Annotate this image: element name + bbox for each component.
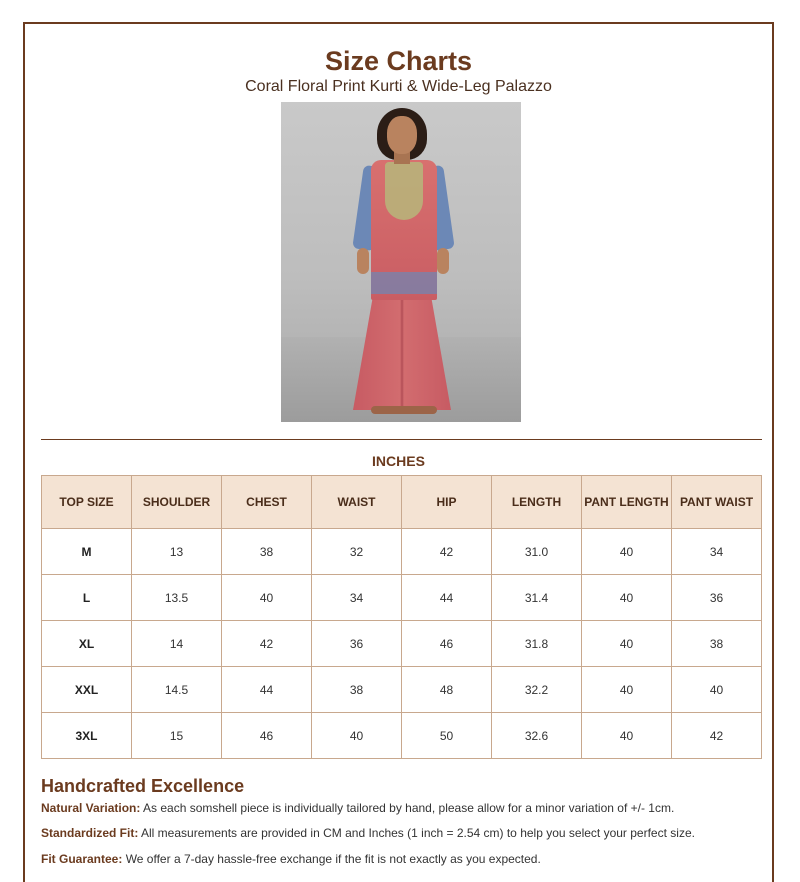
col-header: PANT LENGTH: [582, 476, 672, 529]
unit-label: INCHES: [372, 453, 425, 469]
page-title: Size Charts: [324, 46, 473, 76]
table-cell: 40: [312, 713, 402, 759]
table-cell: 32.6: [492, 713, 582, 759]
table-cell: 46: [402, 621, 492, 667]
table-cell: 40: [222, 575, 312, 621]
note-label: Fit Guarantee:: [41, 852, 123, 866]
section-heading: Handcrafted Excellence: [41, 776, 245, 796]
table-cell: 40: [672, 667, 762, 713]
size-chart-card: [23, 22, 774, 882]
table-cell: 32.2: [492, 667, 582, 713]
table-row: [42, 529, 762, 575]
table-cell: 38: [672, 621, 762, 667]
col-header: HIP: [402, 476, 492, 529]
table-cell: 38: [312, 667, 402, 713]
table-cell: 40: [582, 667, 672, 713]
table-cell: 38: [222, 529, 312, 575]
col-header: CHEST: [222, 476, 312, 529]
table-cell: 40: [582, 575, 672, 621]
table-header-row: [42, 476, 762, 529]
col-header: WAIST: [312, 476, 402, 529]
table-cell: 32: [312, 529, 402, 575]
table-cell: 34: [672, 529, 762, 575]
table-row: [42, 575, 762, 621]
col-header: LENGTH: [492, 476, 582, 529]
table-cell: 44: [402, 575, 492, 621]
table-cell: 13: [132, 529, 222, 575]
table-cell: 42: [222, 621, 312, 667]
table-cell: 31.8: [492, 621, 582, 667]
note-fit-guarantee: [41, 852, 541, 866]
size-cell: L: [42, 575, 132, 621]
table-row: [42, 667, 762, 713]
table-cell: 50: [402, 713, 492, 759]
table-cell: 46: [222, 713, 312, 759]
table-cell: 31.0: [492, 529, 582, 575]
size-cell: 3XL: [42, 713, 132, 759]
table-row: [42, 621, 762, 667]
size-cell: XL: [42, 621, 132, 667]
note-text: All measurements are provided in CM and Inches (1 inch = 2.54 cm) to help you select your perfect size.: [138, 826, 695, 840]
size-cell: M: [42, 529, 132, 575]
size-cell: XXL: [42, 667, 132, 713]
size-table: [41, 475, 762, 759]
table-cell: 42: [402, 529, 492, 575]
table-row: [42, 713, 762, 759]
col-header: TOP SIZE: [42, 476, 132, 529]
note-text: As each somshell piece is individually tailored by hand, please allow for a minor variation of +/- 1cm.: [140, 801, 675, 815]
table-cell: 14: [132, 621, 222, 667]
col-header: SHOULDER: [132, 476, 222, 529]
note-standardized-fit: [41, 826, 695, 840]
table-cell: 31.4: [492, 575, 582, 621]
table-cell: 36: [672, 575, 762, 621]
table-cell: 36: [312, 621, 402, 667]
table-cell: 48: [402, 667, 492, 713]
note-natural-variation: [41, 801, 674, 815]
table-cell: 13.5: [132, 575, 222, 621]
note-text: We offer a 7-day hassle-free exchange if the fit is not exactly as you expected.: [122, 852, 541, 866]
table-cell: 40: [582, 529, 672, 575]
table-cell: 40: [582, 713, 672, 759]
table-cell: 34: [312, 575, 402, 621]
note-label: Standardized Fit:: [41, 826, 139, 840]
section-divider: [41, 439, 762, 440]
col-header: PANT WAIST: [672, 476, 762, 529]
product-photo: [281, 102, 521, 422]
table-cell: 44: [222, 667, 312, 713]
table-cell: 42: [672, 713, 762, 759]
table-cell: 40: [582, 621, 672, 667]
product-subtitle: Coral Floral Print Kurti & Wide-Leg Palazzo: [245, 78, 552, 95]
note-label: Natural Variation:: [41, 801, 141, 815]
table-cell: 15: [132, 713, 222, 759]
table-cell: 14.5: [132, 667, 222, 713]
